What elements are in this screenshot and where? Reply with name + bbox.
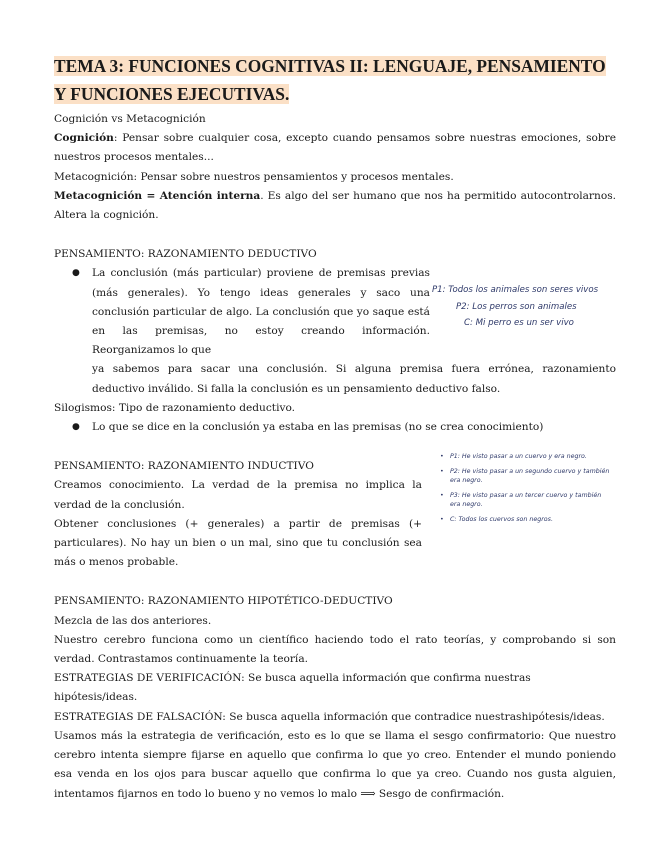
document-body [54, 52, 616, 804]
example-premise-2: • P2: He visto pasar a un segundo cuervo y también era negro. [440, 468, 610, 485]
falsacion-line: ESTRATEGIAS DE FALSACIÓN: Se busca aquella información que contradice nuestrashipótesis/ideas. [54, 710, 605, 723]
verificacion-line: ESTRATEGIAS DE VERIFICACIÓN: Se busca aquella información que confirma nuestras hipótesis/ideas. [54, 672, 531, 704]
metacognicion-term: Metacognición = Atención interna [54, 189, 261, 202]
inductivo-heading: PENSAMIENTO: RAZONAMIENTO INDUCTIVO [54, 460, 314, 473]
metacognicion-text: . Es algo del ser humano que nos ha permitido autocontrolarnos. Altera la cognición. [54, 189, 616, 222]
metacognicion-line: Metacognición: Pensar sobre nuestros pensamientos y procesos mentales. [54, 170, 454, 183]
deductivo-bullet1-part2: ya sabemos para sacar una conclusión. Si alguna premisa fuera errónea, razonamiento deductivo inválido. Si falla la conclusión es un pensamiento deductivo falso. [92, 363, 616, 395]
example-premise-3: • P3: He visto pasar a un tercer cuervo y también era negro. [440, 492, 610, 509]
hipotetico-heading: PENSAMIENTO: RAZONAMIENTO HIPOTÉTICO-DEDUCTIVO [54, 595, 393, 608]
silogismo-list [54, 418, 616, 437]
page-title: TEMA 3: FUNCIONES COGNITIVAS II: LENGUAJE, PENSAMIENTO Y FUNCIONES EJECUTIVAS. [54, 56, 606, 104]
inductivo-example-image [440, 453, 610, 531]
example-premise-1: P1: Todos los animales son seres vivos [432, 285, 599, 295]
example-premise-1: • P1: He visto pasar a un cuervo y era negro. [440, 453, 610, 461]
example-premise-2: P2: Los perros son animales [456, 301, 577, 312]
inductivo-para1: Creamos conocimiento. La verdad de la premisa no implica la verdad de la conclusión. [54, 479, 422, 511]
sesgo-paragraph: Usamos más la estrategia de verificación, esto es lo que se llama el sesgo confirmatorio: Que nuestro cerebro intenta siempre fijarse en aquello que confirma lo que yo creo. Entender el mundo poniendo esa venda en los ojos para buscar aquello que confirma lo que ya creo. Cuando nos gusta alguien, intentamos fijarnos en todo lo bueno y no vemos lo malo ⟹ Sesgo de confirmación. [54, 729, 616, 800]
inductivo-para2: Obtener conclusiones (+ generales) a partir de premisas (+ particulares). No hay un bien o un mal, sino que tu conclusión sea más o menos probable. [54, 517, 422, 569]
deductivo-heading: PENSAMIENTO: RAZONAMIENTO DEDUCTIVO [54, 248, 317, 261]
example-conclusion: • C: Todos los cuervos son negros. [440, 516, 610, 524]
example-conclusion: C: Mi perro es un ser vivo [464, 318, 574, 328]
cognicion-paragraph [54, 129, 616, 167]
cognicion-term: Cognición [54, 132, 114, 145]
deductivo-bullet1-part1: ● La conclusión (más particular) proviene de premisas previas (más generales). Yo tengo ideas generales y saco una conclusión particular de algo. La conclusión que yo saque está en las premisas, no estoy creando información. Reorganizamos lo que [92, 267, 430, 357]
metacognicion-paragraph [54, 187, 616, 225]
list-item: ● Lo que se dice en la conclusión ya estaba en las premisas (no se crea conocimiento) [54, 418, 616, 437]
cognicion-text: : Pensar sobre cualquier cosa, excepto cuando pensamos sobre nuestras emociones, sobre nuestros procesos mentales... [54, 132, 616, 164]
deductivo-example-image [432, 282, 612, 332]
intro-subtitle: Cognición vs Metacognición [54, 113, 206, 125]
hipotetico-line1: Mezcla de las dos anteriores. [54, 614, 212, 627]
silogismo-line: Silogismos: Tipo de razonamiento deductivo. [54, 401, 295, 414]
hipotetico-line2: Nuestro cerebro funciona como un científico haciendo todo el rato teorías, y comprobando si son verdad. Contrastamos continuamente la teoría. [54, 633, 616, 666]
